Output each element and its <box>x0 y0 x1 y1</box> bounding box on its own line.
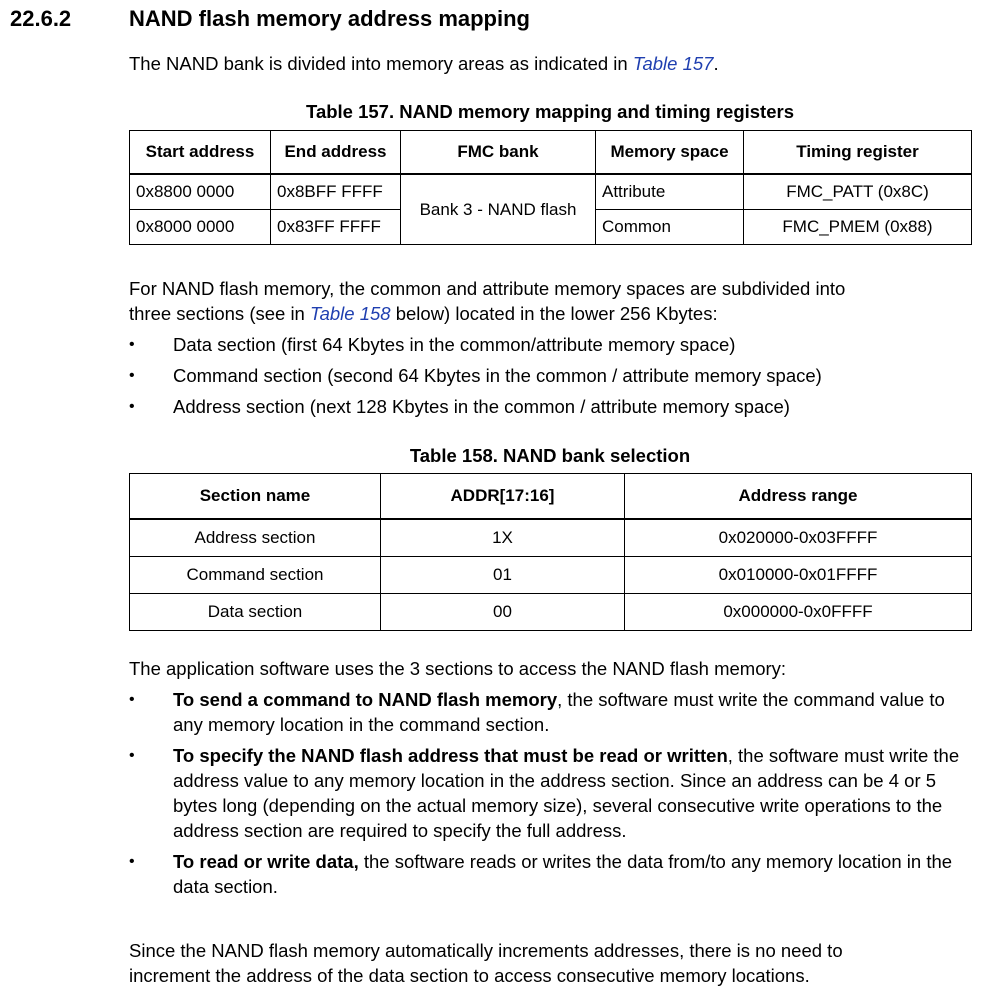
bullet-icon: • <box>129 691 135 708</box>
cell-memory-space: Common <box>596 210 744 245</box>
list-item: • Data section (first 64 Kbytes in the common/attribute memory space) <box>129 334 736 355</box>
cell-addr-bits: 1X <box>381 519 625 557</box>
table-row <box>130 594 972 631</box>
header-fmc-bank: FMC bank <box>401 131 596 175</box>
list-item: • Address section (next 128 Kbytes in the common / attribute memory space) <box>129 396 790 417</box>
table-157 <box>129 130 972 245</box>
cell-fmc-bank: Bank 3 - NAND flash <box>401 174 596 245</box>
table-158-caption: Table 158. NAND bank selection <box>409 445 691 466</box>
intro-paragraph <box>129 51 979 76</box>
header-address-range: Address range <box>625 474 972 520</box>
cell-memory-space: Attribute <box>596 174 744 210</box>
cell-timing-register: FMC_PMEM (0x88) <box>744 210 972 245</box>
header-addr-bits: ADDR[17:16] <box>381 474 625 520</box>
table-158 <box>129 473 972 631</box>
table-header-row <box>130 131 972 175</box>
header-timing-register: Timing register <box>744 131 972 175</box>
cell-section-name: Address section <box>130 519 381 557</box>
bullet-icon: • <box>129 398 135 415</box>
cell-section-name: Command section <box>130 557 381 594</box>
list-item: • To send a command to NAND flash memory, the software must write the command value to any memory location in the command section. <box>129 689 945 735</box>
cell-address-range: 0x000000-0x0FFFF <box>625 594 972 631</box>
list-item: • To specify the NAND flash address that must be read or written, the software must write the address value to any memory location in the address section. Since an address can be 4 or 5 bytes long (depending on the actual memory size), several consecutive write operations to the address section are required to specify the full address. <box>129 745 960 841</box>
cell-addr-bits: 00 <box>381 594 625 631</box>
cell-end-address: 0x83FF FFFF <box>271 210 401 245</box>
cell-start-address: 0x8000 0000 <box>130 210 271 245</box>
cell-end-address: 0x8BFF FFFF <box>271 174 401 210</box>
bullet-icon: • <box>129 336 135 353</box>
table-157-link[interactable]: Table 157 <box>632 53 714 74</box>
bullet-icon: • <box>129 747 135 764</box>
subdivision-line-1: For NAND flash memory, the common and attribute memory spaces are subdivided into <box>129 278 846 299</box>
sections-list <box>129 332 979 419</box>
list-item: • To read or write data, the software reads or writes the data from/to any memory location in the data section. <box>129 851 953 897</box>
cell-start-address: 0x8800 0000 <box>130 174 271 210</box>
intro-text: The NAND bank is divided into memory areas as indicated in <box>129 53 633 74</box>
subdivision-paragraph <box>129 276 979 326</box>
header-section-name: Section name <box>130 474 381 520</box>
intro-end: . <box>713 53 719 74</box>
closing-line-2: increment the address of the data section to access consecutive memory locations. <box>129 965 810 986</box>
subdivision-line-2: three sections (see in Table 158 below) located in the lower 256 Kbytes: <box>129 303 718 324</box>
closing-paragraph <box>129 938 979 988</box>
closing-line-1: Since the NAND flash memory automatically increments addresses, there is no need to <box>129 940 843 961</box>
cell-section-name: Data section <box>130 594 381 631</box>
table-row <box>130 174 972 210</box>
table-row <box>130 519 972 557</box>
cell-timing-register: FMC_PATT (0x8C) <box>744 174 972 210</box>
cell-addr-bits: 01 <box>381 557 625 594</box>
table-row <box>130 557 972 594</box>
bullet-icon: • <box>129 853 135 870</box>
cell-address-range: 0x020000-0x03FFFF <box>625 519 972 557</box>
table-158-link[interactable]: Table 158 <box>309 303 391 324</box>
access-list <box>129 687 979 899</box>
bullet-icon: • <box>129 367 135 384</box>
section-number: 22.6.2 <box>10 6 72 31</box>
header-start-address: Start address <box>130 131 271 175</box>
cell-address-range: 0x010000-0x01FFFF <box>625 557 972 594</box>
header-end-address: End address <box>271 131 401 175</box>
header-memory-space: Memory space <box>596 131 744 175</box>
access-paragraph: The application software uses the 3 sections to access the NAND flash memory: <box>129 658 787 679</box>
list-item: • Command section (second 64 Kbytes in the common / attribute memory space) <box>129 365 822 386</box>
table-157-caption: Table 157. NAND memory mapping and timing registers <box>306 101 794 122</box>
section-title: NAND flash memory address mapping <box>129 6 530 31</box>
table-header-row <box>130 474 972 520</box>
